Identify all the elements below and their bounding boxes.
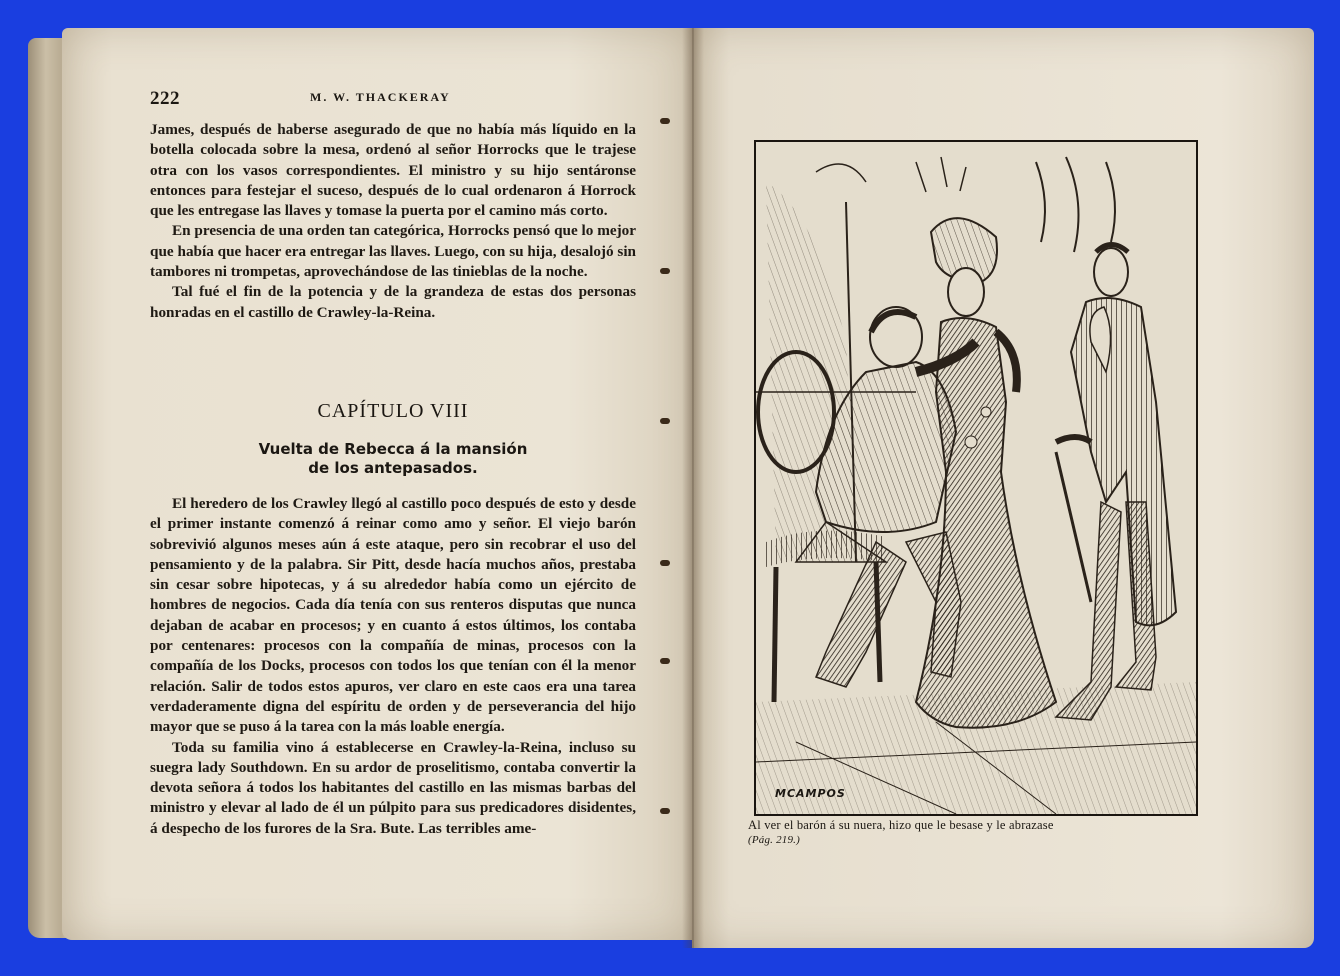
- paragraph: El heredero de los Crawley llegó al castillo poco después de esto y desde el primer instante comenzó á reinar como amo y señor. El viejo barón sobrevivió algunos meses aún á este ataque, pero sin recobrar el uso del pensamiento y de la palabra. Sir Pitt, desde hacía muchos años, prestaba sin cesar sobre hipotecas, y á su alrededor había como un ejército de hombres de negocios. Cada día tenía con sus renteros disputas que nunca dejaban de acabar en procesos; y en cuanto á estos últimos, los contaba por centenares: procesos con la compañía de minas, procesos con la compañía de los Docks, procesos con todos los que tenían con él la menor relación. Salir de todos estos apuros, ver claro en este caos era una tarea verdaderamente digna del espíritu de orden y de perseverancia del hijo mayor que se puso á la tarea con la más loable energía.: [150, 495, 636, 736]
- text-block-bottom: [150, 494, 636, 839]
- paragraph: Toda su familia vino á establecerse en Crawley-la-Reina, incluso su suegra lady Southdown. En su ardor de proselitismo, contaba convertir la devota señora á todos los habitantes del castillo en las mismas barbas del ministro y elevar al lado de él un púlpito para sus predicadores disidentes, á despecho de los furores de la Sra. Bute. Las terribles ame-: [150, 738, 636, 837]
- running-title: M. W. THACKERAY: [310, 90, 451, 104]
- book-gutter: [682, 28, 704, 948]
- binding-stitch: [660, 808, 670, 814]
- chapter-title: CAPÍTULO VIII: [317, 400, 469, 422]
- engraving-illustration: [754, 140, 1198, 816]
- illustration-caption: [748, 818, 1208, 848]
- text-block-top: [150, 120, 636, 323]
- binding-stitch: [660, 268, 670, 274]
- binding-stitch: [660, 118, 670, 124]
- chapter-subtitle-line: de los antepasados.: [308, 459, 478, 477]
- binding-stitch: [660, 418, 670, 424]
- paragraph: En presencia de una orden tan categórica, Horrocks pensó que lo mejor que había que hacer era entregar las llaves. Luego, con su hija, desalojó sin tambores ni trompetas, aprovechándose de las tinieblas de la noche.: [150, 222, 636, 281]
- page-number: 222: [150, 88, 180, 109]
- binding-stitch: [660, 658, 670, 664]
- illustration-drawing: [756, 142, 1196, 814]
- chapter-subtitle: [150, 440, 636, 478]
- paragraph: Tal fué el fin de la potencia y de la grandeza de estas dos personas honradas en el castillo de Crawley-la-Reina.: [150, 283, 636, 321]
- illustrator-signature: MCAMPOS: [775, 787, 846, 800]
- caption-page-reference: (Pág. 219.): [748, 834, 800, 846]
- paragraph: James, después de haberse asegurado de que no había más líquido en la botella colocada sobre la mesa, ordenó al señor Horrocks que le trajese otra con los vasos correspondientes. El ministro y su hijo sentáronse entonces para festejar el suceso, después de lo cual ordenaron á Horrock que les entregase las llaves y tomase la puerta por el camino más corto.: [150, 121, 636, 220]
- running-head: [150, 88, 620, 110]
- caption-text: Al ver el barón á su nuera, hizo que le besase y le abrazase: [748, 818, 1054, 832]
- binding-stitch: [660, 560, 670, 566]
- chapter-subtitle-line: Vuelta de Rebecca á la mansión: [258, 440, 528, 458]
